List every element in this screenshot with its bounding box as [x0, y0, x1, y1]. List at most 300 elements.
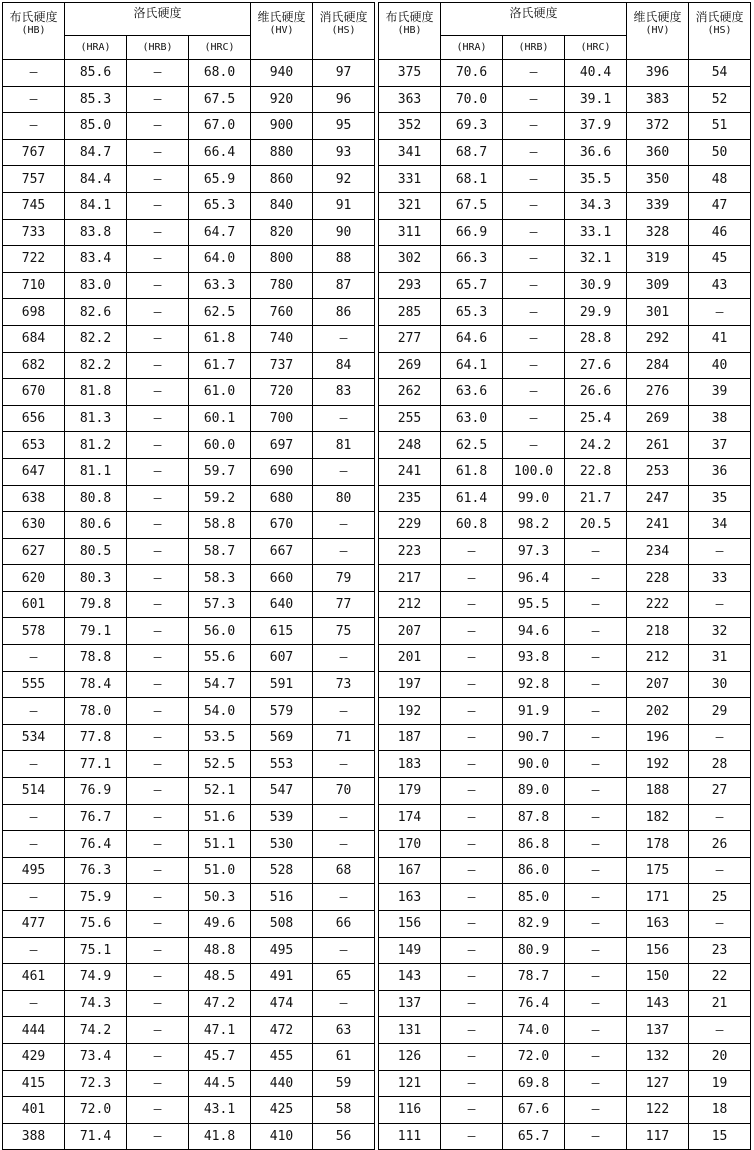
table-cell: — — [441, 804, 503, 831]
table-cell: 32 — [689, 618, 751, 645]
table-cell: 52.1 — [189, 778, 251, 805]
table-cell: 60.0 — [189, 432, 251, 459]
table-cell: — — [565, 804, 627, 831]
table-cell: 638 — [3, 485, 65, 512]
table-cell: 555 — [3, 671, 65, 698]
table-cell: 91 — [313, 192, 375, 219]
table-cell: — — [441, 538, 503, 565]
table-row — [379, 751, 751, 778]
table-cell: — — [565, 831, 627, 858]
table-cell: 127 — [627, 1070, 689, 1097]
table-cell: — — [127, 86, 189, 113]
table-cell: — — [127, 618, 189, 645]
table-cell: — — [441, 884, 503, 911]
table-cell: 309 — [627, 272, 689, 299]
table-cell: 15 — [689, 1123, 751, 1150]
table-cell: 18 — [689, 1097, 751, 1124]
table-cell: — — [127, 1017, 189, 1044]
table-cell: — — [3, 751, 65, 778]
table-cell: 24.2 — [565, 432, 627, 459]
table-cell: 82.2 — [65, 325, 127, 352]
table-cell: 301 — [627, 299, 689, 326]
table-cell: 71 — [313, 724, 375, 751]
table-cell: 222 — [627, 591, 689, 618]
table-cell: 79 — [313, 565, 375, 592]
table-cell: 53.5 — [189, 724, 251, 751]
table-cell: 77.8 — [65, 724, 127, 751]
table-row — [379, 857, 751, 884]
table-cell: 28 — [689, 751, 751, 778]
table-cell: 241 — [379, 458, 441, 485]
table-cell: — — [565, 778, 627, 805]
table-cell: 553 — [251, 751, 313, 778]
table-cell: 50.3 — [189, 884, 251, 911]
table-row — [3, 1097, 375, 1124]
table-cell: 27.6 — [565, 352, 627, 379]
table-row — [379, 671, 751, 698]
table-cell: 737 — [251, 352, 313, 379]
table-cell: — — [127, 166, 189, 193]
table-cell: 51.1 — [189, 831, 251, 858]
table-cell: — — [503, 219, 565, 246]
table-row — [3, 857, 375, 884]
table-cell: 253 — [627, 458, 689, 485]
table-cell: 83 — [313, 379, 375, 406]
table-cell: 615 — [251, 618, 313, 645]
table-cell: — — [565, 1043, 627, 1070]
table-cell: 235 — [379, 485, 441, 512]
table-cell: 491 — [251, 964, 313, 991]
table-row — [379, 911, 751, 938]
table-cell: — — [565, 937, 627, 964]
table-row — [3, 538, 375, 565]
table-row — [3, 751, 375, 778]
table-cell: 293 — [379, 272, 441, 299]
table-cell: 508 — [251, 911, 313, 938]
table-cell: 73 — [313, 671, 375, 698]
table-cell: — — [127, 591, 189, 618]
table-cell: 171 — [627, 884, 689, 911]
table-row — [3, 911, 375, 938]
table-cell: 698 — [3, 299, 65, 326]
table-row — [379, 405, 751, 432]
table-cell: 63.6 — [441, 379, 503, 406]
table-cell: 71.4 — [65, 1123, 127, 1150]
table-cell: — — [127, 1097, 189, 1124]
table-cell: 87.8 — [503, 804, 565, 831]
table-cell: 61.0 — [189, 379, 251, 406]
table-cell: 84 — [313, 352, 375, 379]
table-cell: 82.9 — [503, 911, 565, 938]
table-cell: 84.7 — [65, 139, 127, 166]
table-cell: — — [565, 538, 627, 565]
table-cell: 474 — [251, 990, 313, 1017]
table-row — [3, 964, 375, 991]
table-cell: 800 — [251, 246, 313, 273]
table-cell: — — [503, 352, 565, 379]
table-cell: 429 — [3, 1043, 65, 1070]
table-cell: — — [127, 352, 189, 379]
table-row — [3, 884, 375, 911]
table-cell: 76.9 — [65, 778, 127, 805]
table-cell: 375 — [379, 60, 441, 87]
table-cell: 63 — [313, 1017, 375, 1044]
table-cell: 620 — [3, 565, 65, 592]
table-cell: 601 — [3, 591, 65, 618]
table-cell: 284 — [627, 352, 689, 379]
table-row — [3, 1123, 375, 1150]
table-cell: 684 — [3, 325, 65, 352]
table-row — [3, 990, 375, 1017]
rockwell-header: 洛氏硬度 — [65, 3, 251, 36]
table-cell: 47 — [689, 192, 751, 219]
table-cell: — — [313, 990, 375, 1017]
table-cell: 74.9 — [65, 964, 127, 991]
table-cell: — — [441, 618, 503, 645]
table-cell: — — [127, 246, 189, 273]
table-cell: — — [127, 698, 189, 725]
table-cell: 65 — [313, 964, 375, 991]
table-cell: 363 — [379, 86, 441, 113]
table-cell: 80.3 — [65, 565, 127, 592]
table-cell: 58.3 — [189, 565, 251, 592]
table-cell: 26.6 — [565, 379, 627, 406]
table-cell: 75.9 — [65, 884, 127, 911]
table-cell: 65.7 — [503, 1123, 565, 1150]
table-cell: 276 — [627, 379, 689, 406]
table-cell: — — [3, 645, 65, 672]
table-cell: 350 — [627, 166, 689, 193]
table-cell: 261 — [627, 432, 689, 459]
table-cell: 100.0 — [503, 458, 565, 485]
table-cell: 682 — [3, 352, 65, 379]
table-cell: 34 — [689, 512, 751, 539]
table-cell: 940 — [251, 60, 313, 87]
table-cell: 90.0 — [503, 751, 565, 778]
table-row — [3, 591, 375, 618]
table-cell: — — [127, 857, 189, 884]
table-cell: — — [565, 618, 627, 645]
table-cell: 66.9 — [441, 219, 503, 246]
table-cell: — — [565, 1070, 627, 1097]
table-cell: — — [127, 1123, 189, 1150]
table-cell: — — [127, 485, 189, 512]
table-cell: 321 — [379, 192, 441, 219]
table-cell: 77.1 — [65, 751, 127, 778]
table-cell: — — [3, 884, 65, 911]
table-cell: 670 — [3, 379, 65, 406]
table-cell: 51 — [689, 113, 751, 140]
table-cell: 59 — [313, 1070, 375, 1097]
table-cell: 35.5 — [565, 166, 627, 193]
table-cell: 82.2 — [65, 352, 127, 379]
table-cell: 46 — [689, 219, 751, 246]
table-cell: 60.8 — [441, 512, 503, 539]
rockwell-header: 洛氏硬度 — [441, 3, 627, 36]
table-cell: 234 — [627, 538, 689, 565]
table-row — [3, 512, 375, 539]
table-cell: 900 — [251, 113, 313, 140]
table-cell: 228 — [627, 565, 689, 592]
table-row — [379, 884, 751, 911]
table-cell: 37.9 — [565, 113, 627, 140]
table-row — [379, 618, 751, 645]
table-row — [379, 645, 751, 672]
table-cell: 143 — [379, 964, 441, 991]
table-cell: 48 — [689, 166, 751, 193]
table-cell: — — [503, 405, 565, 432]
brinell-header: 布氏硬度 (HB) — [3, 3, 65, 60]
table-cell: 36.6 — [565, 139, 627, 166]
table-row — [379, 724, 751, 751]
table-cell: 39 — [689, 379, 751, 406]
table-cell: — — [689, 857, 751, 884]
table-cell: 292 — [627, 325, 689, 352]
table-cell: 62.5 — [441, 432, 503, 459]
table-cell: 48.8 — [189, 937, 251, 964]
table-cell: — — [441, 671, 503, 698]
table-cell: 27 — [689, 778, 751, 805]
table-row — [3, 698, 375, 725]
table-cell: 111 — [379, 1123, 441, 1150]
table-body — [379, 60, 751, 1150]
table-row — [379, 113, 751, 140]
table-cell: 85.0 — [65, 113, 127, 140]
table-cell: 90.7 — [503, 724, 565, 751]
table-cell: 59.2 — [189, 485, 251, 512]
table-cell: 229 — [379, 512, 441, 539]
table-cell: 49.6 — [189, 911, 251, 938]
table-row — [379, 60, 751, 87]
table-cell: 92.8 — [503, 671, 565, 698]
table-row — [379, 1070, 751, 1097]
table-cell: — — [503, 192, 565, 219]
table-cell: 627 — [3, 538, 65, 565]
table-cell: — — [565, 911, 627, 938]
table-row — [3, 86, 375, 113]
hrb-header: (HRB) — [127, 36, 189, 60]
table-cell: — — [565, 751, 627, 778]
table-cell: 122 — [627, 1097, 689, 1124]
table-cell: 59.7 — [189, 458, 251, 485]
table-cell: — — [565, 1097, 627, 1124]
table-cell: 174 — [379, 804, 441, 831]
table-cell: 75 — [313, 618, 375, 645]
table-cell: 578 — [3, 618, 65, 645]
table-cell: — — [503, 379, 565, 406]
table-cell: 66.4 — [189, 139, 251, 166]
table-cell: 40 — [689, 352, 751, 379]
table-cell: — — [313, 804, 375, 831]
table-row — [3, 60, 375, 87]
table-cell: — — [565, 591, 627, 618]
table-cell: 880 — [251, 139, 313, 166]
table-cell: — — [689, 591, 751, 618]
table-cell: — — [689, 1017, 751, 1044]
table-cell: 67.5 — [189, 86, 251, 113]
table-cell: 388 — [3, 1123, 65, 1150]
table-cell: 81 — [313, 432, 375, 459]
table-cell: 78.0 — [65, 698, 127, 725]
table-cell: 607 — [251, 645, 313, 672]
table-cell: 30.9 — [565, 272, 627, 299]
table-row — [379, 1043, 751, 1070]
table-cell: — — [127, 1070, 189, 1097]
table-cell: 74.0 — [503, 1017, 565, 1044]
table-cell: — — [127, 458, 189, 485]
table-cell: 48.5 — [189, 964, 251, 991]
table-cell: 75.6 — [65, 911, 127, 938]
table-cell: 539 — [251, 804, 313, 831]
table-cell: 547 — [251, 778, 313, 805]
table-cell: 73.4 — [65, 1043, 127, 1070]
table-cell: 66.3 — [441, 246, 503, 273]
table-cell: 80 — [313, 485, 375, 512]
table-cell: 137 — [379, 990, 441, 1017]
table-cell: 339 — [627, 192, 689, 219]
table-cell: — — [689, 538, 751, 565]
table-row — [379, 964, 751, 991]
table-cell: 285 — [379, 299, 441, 326]
table-cell: — — [313, 458, 375, 485]
table-cell: 68 — [313, 857, 375, 884]
table-cell: 217 — [379, 565, 441, 592]
table-cell: 74.2 — [65, 1017, 127, 1044]
table-cell: 55.6 — [189, 645, 251, 672]
table-cell: 192 — [379, 698, 441, 725]
table-row — [3, 618, 375, 645]
table-cell: 64.1 — [441, 352, 503, 379]
table-cell: — — [689, 299, 751, 326]
table-row — [3, 1017, 375, 1044]
table-cell: — — [565, 565, 627, 592]
table-cell: 514 — [3, 778, 65, 805]
table-cell: 38 — [689, 405, 751, 432]
table-row — [379, 512, 751, 539]
table-cell: 81.8 — [65, 379, 127, 406]
table-row — [379, 831, 751, 858]
table-cell: 690 — [251, 458, 313, 485]
table-cell: 84.1 — [65, 192, 127, 219]
table-cell: 667 — [251, 538, 313, 565]
table-row — [379, 192, 751, 219]
table-cell: 29.9 — [565, 299, 627, 326]
table-cell: 97.3 — [503, 538, 565, 565]
table-cell: 319 — [627, 246, 689, 273]
table-cell: 87 — [313, 272, 375, 299]
table-cell: 477 — [3, 911, 65, 938]
table-cell: 65.3 — [189, 192, 251, 219]
table-cell: — — [441, 591, 503, 618]
table-cell: 94.6 — [503, 618, 565, 645]
table-cell: 187 — [379, 724, 441, 751]
table-cell: — — [689, 804, 751, 831]
table-cell: — — [127, 405, 189, 432]
table-cell: 640 — [251, 591, 313, 618]
table-cell: 415 — [3, 1070, 65, 1097]
table-row — [3, 831, 375, 858]
table-row — [3, 139, 375, 166]
table-cell: 197 — [379, 671, 441, 698]
table-cell: 425 — [251, 1097, 313, 1124]
table-cell: 569 — [251, 724, 313, 751]
table-cell: — — [127, 325, 189, 352]
table-cell: 21 — [689, 990, 751, 1017]
table-cell: 76.4 — [503, 990, 565, 1017]
table-cell: 96.4 — [503, 565, 565, 592]
table-cell: — — [503, 86, 565, 113]
table-cell: 31 — [689, 645, 751, 672]
table-cell: — — [503, 272, 565, 299]
table-cell: 132 — [627, 1043, 689, 1070]
table-cell: 54 — [689, 60, 751, 87]
table-cell: 720 — [251, 379, 313, 406]
table-cell: — — [127, 538, 189, 565]
table-cell: 22.8 — [565, 458, 627, 485]
hrc-header: (HRC) — [189, 36, 251, 60]
table-cell: 37 — [689, 432, 751, 459]
table-cell: 44.5 — [189, 1070, 251, 1097]
table-cell: 121 — [379, 1070, 441, 1097]
table-cell: — — [127, 937, 189, 964]
table-cell: 860 — [251, 166, 313, 193]
table-row — [379, 698, 751, 725]
table-cell: — — [127, 671, 189, 698]
table-cell: 64.6 — [441, 325, 503, 352]
table-header — [379, 3, 751, 60]
table-cell: 163 — [627, 911, 689, 938]
table-cell: — — [441, 778, 503, 805]
table-cell: 183 — [379, 751, 441, 778]
table-row — [3, 1043, 375, 1070]
table-cell: — — [3, 831, 65, 858]
table-cell: — — [313, 884, 375, 911]
table-cell: 58.7 — [189, 538, 251, 565]
table-cell: — — [441, 831, 503, 858]
vickers-header: 维氏硬度 (HV) — [251, 3, 313, 60]
table-cell: 341 — [379, 139, 441, 166]
table-cell: 680 — [251, 485, 313, 512]
table-cell: — — [3, 698, 65, 725]
table-row — [379, 804, 751, 831]
table-row — [3, 724, 375, 751]
table-cell: 840 — [251, 192, 313, 219]
table-cell: 80.9 — [503, 937, 565, 964]
table-cell: 39.1 — [565, 86, 627, 113]
table-cell: 28.8 — [565, 325, 627, 352]
table-cell: — — [565, 990, 627, 1017]
table-cell: — — [503, 60, 565, 87]
table-cell: — — [503, 139, 565, 166]
table-row — [379, 485, 751, 512]
table-cell: 84.4 — [65, 166, 127, 193]
table-cell: 66 — [313, 911, 375, 938]
table-cell: 277 — [379, 325, 441, 352]
table-row — [3, 778, 375, 805]
table-cell: 52 — [689, 86, 751, 113]
table-row — [3, 166, 375, 193]
table-row — [379, 379, 751, 406]
table-cell: 99.0 — [503, 485, 565, 512]
table-cell: 757 — [3, 166, 65, 193]
table-cell: — — [503, 166, 565, 193]
table-cell: — — [127, 831, 189, 858]
table-cell: 96 — [313, 86, 375, 113]
table-cell: 401 — [3, 1097, 65, 1124]
table-cell: 70 — [313, 778, 375, 805]
table-cell: 170 — [379, 831, 441, 858]
table-cell: 360 — [627, 139, 689, 166]
